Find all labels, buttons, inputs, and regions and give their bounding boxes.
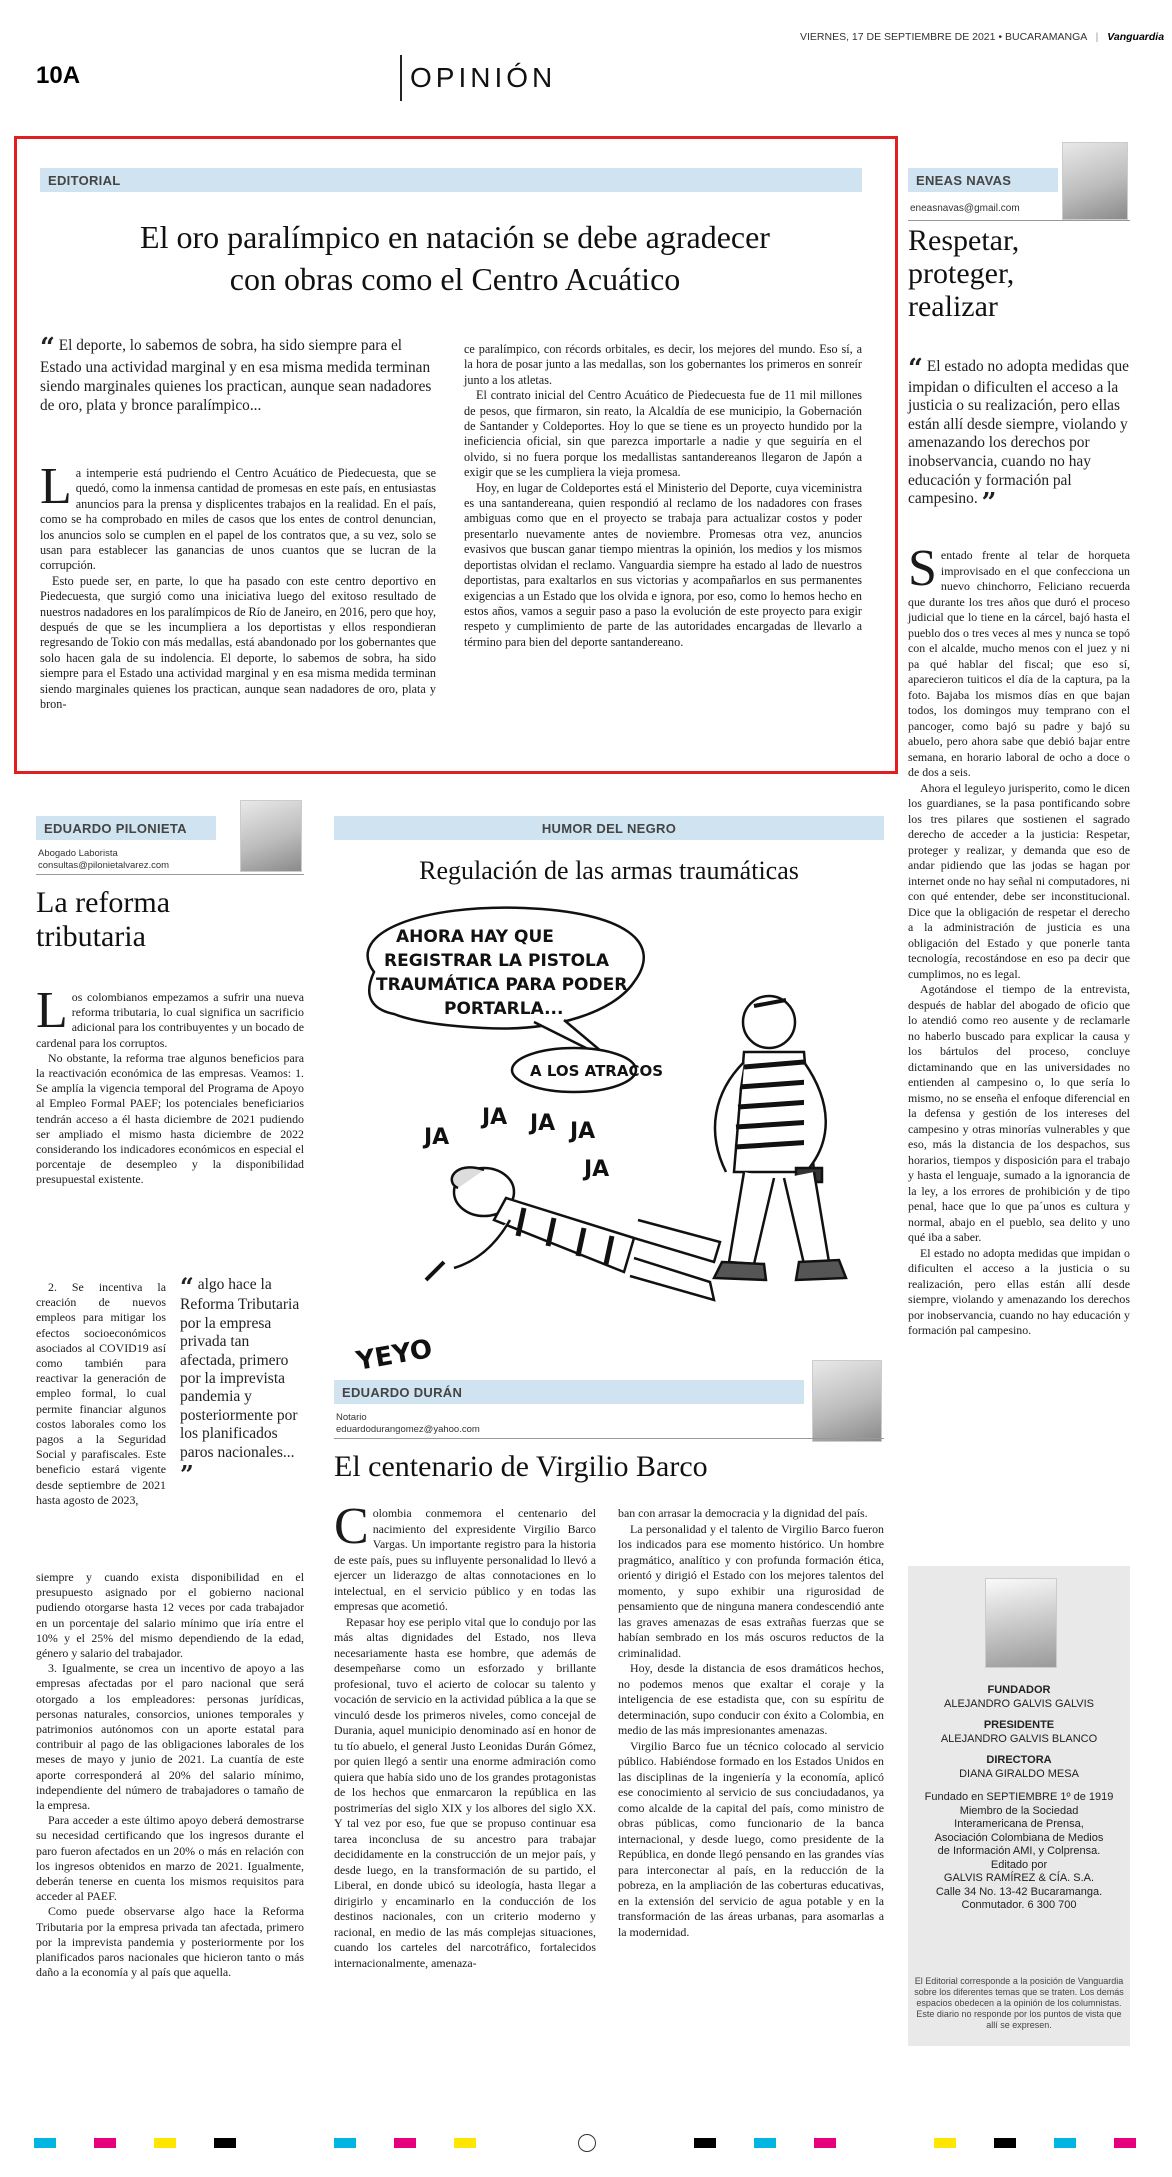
bubble1-text: AHORA HAY QUE REGISTRAR LA PISTOLA TRAUMÁTICA PARA PODER PORTARLA... xyxy=(376,927,628,1019)
president-name: ALEJANDRO GALVIS BLANCO xyxy=(940,1732,1098,1745)
pilonieta-title-line1: La reforma xyxy=(36,886,171,919)
duran-title: El centenario de Virgilio Barco xyxy=(334,1450,708,1483)
editorial-pull-text: El deporte, lo sabemos de sobra, ha sido siempre para el Estado una actividad marginal y en esa misma medida terminan siendo marginales quienes los practican, aunque sean nadadores de oro, plata y bronce paralímpico... xyxy=(40,337,432,414)
editorial-pull-quote xyxy=(40,333,436,415)
duran-col2-p2: La personalidad y el talento de Virgilio Barco fueron los indicados para ese momento histórico. Un hombre pragmático, analítico y con profunda formación ética, orientó y dirigió el Estado con los mejores talentos del momento, y supo exhibir una rigurosidad de pensamiento que de ninguna manera condescendió ante las graves amenazas de esas extrañas fuerzas que se habían sembrado en los más oscuros reductos de la criminalidad. xyxy=(618,1521,884,1660)
masthead-disclaimer: El Editorial corresponde a la posición de Vanguardia sobre los diferentes temas que se traten. Los demás espacios obedecen a la opinión de los columnistas. Este diario no responde por los puntos de vista que allí se expresen. xyxy=(914,1976,1124,2030)
president-label: PRESIDENTE xyxy=(983,1719,1055,1731)
duran-col2 xyxy=(618,1506,884,1940)
registration-mark xyxy=(1054,2138,1076,2148)
navas-email: eneasnavas@gmail.com xyxy=(910,203,1020,214)
navas-dropcap: S xyxy=(908,540,937,597)
masthead-info-0: Fundado en SEPTIEMBRE 1º de 1919 xyxy=(924,1791,1114,1803)
pilonieta-intro xyxy=(36,982,304,1188)
registration-mark xyxy=(394,2138,416,2148)
duran-email: eduardodurangomez@yahoo.com xyxy=(336,1424,480,1435)
masthead-info-1: Miembro de la Sociedad xyxy=(959,1804,1079,1817)
laugh-2: JA xyxy=(482,1105,508,1130)
bubble2-text: A LOS ATRACOS xyxy=(530,1062,664,1080)
pilonieta-email: consultas@pilonietalvarez.com xyxy=(38,860,170,871)
editorial-title-line1: El oro paralímpico en natación se debe agradecer xyxy=(140,219,770,255)
masthead-info-2: Interamericana de Prensa, xyxy=(954,1818,1084,1830)
editorial-label: EDITORIAL xyxy=(40,168,862,192)
registration-mark xyxy=(934,2138,956,2148)
registration-mark xyxy=(334,2138,356,2148)
quote-close-icon: ” xyxy=(981,488,997,519)
masthead-info-8: Conmutador. 6 300 700 xyxy=(961,1899,1077,1911)
pilonieta-dropcap: L xyxy=(36,982,68,1039)
pilonieta-lower-col xyxy=(36,1570,304,1980)
duran-col2-p3: Hoy, desde la distancia de esos dramáticos hechos, no podemos menos que exaltar el coraje y la inteligencia de ese estadista que, con su espíritu de determinación, supo conducir con éxito a Colombia, en medio de las más impresionantes amenazas. xyxy=(618,1661,884,1737)
duran-col1 xyxy=(334,1498,596,1971)
cartoon-title: Regulación de las armas traumáticas xyxy=(419,856,799,885)
pilonieta-pull-quote xyxy=(180,1272,304,1490)
navas-title-line2: proteger, xyxy=(908,257,1015,290)
pilonieta-p3-narrow: 2. Se incentiva la creación de nuevos empleos para mitigar los efectos socioeconómicos asociados al COVID19 así como también para reactivar la generación de empleo formal, lo cual permite financiar algunos costos laborales como los pagos a la Seguridad Social y parafiscales. Este beneficio estará vigente desde septiembre de 2021 hasta agosto de 2023, xyxy=(36,1280,166,1507)
navas-title-line3: realizar xyxy=(908,290,998,323)
navas-pull-text: El estado no adopta medidas que impidan o dificulten el acceso a la justicia o su realización, pero ellas están allí desde siempre, violando y amenazando los derechos por inobservancia, cuando no hay educación y formación pal campesino. xyxy=(908,358,1129,508)
registration-mark xyxy=(754,2138,776,2148)
masthead-info-6: GALVIS RAMÍREZ & CÍA. S.A. xyxy=(943,1872,1095,1884)
masthead-info-4: de Información AMI, y Colprensa. xyxy=(937,1845,1101,1857)
navas-pull-quote xyxy=(908,354,1130,519)
pilonieta-author-bar: EDUARDO PILONIETA xyxy=(36,816,216,840)
editorial-title xyxy=(30,216,880,300)
quote-close-icon: ” xyxy=(180,1460,194,1490)
editorial-col2-p3: Hoy, en lugar de Coldeportes está el Ministerio del Deporte, cuya viceministra es una santandereana, quien respondió al reclamo de los nadadores con frases ambiguas como que en el proyecto se trabaja para actualizar costos y poder presentarlo nuevamente antes de noviembre. Promesas otra vez, anuncios evasivos que buscan ganar tiempo mientras la opinión, los medios y los mismos deportistas olvidan el reclamo. Vanguardia siempre ha estado al lado de nuestros deportistas, para exaltarlos en sus victorias y acompañarlos en sus permanentes exigencias a un Estado que los olvida e ignora, por eso, como lo hemos hecho en estos años, vamos a seguir paso a paso la evolución de este proyecto para exigir respeto y cumplimiento de parte de las autoridades encargadas de llevarlo a término para bien del deporte santandereano. xyxy=(464,480,862,649)
editorial-dropcap: L xyxy=(40,458,72,515)
laugh-4: JA xyxy=(570,1119,596,1144)
registration-mark xyxy=(154,2138,176,2148)
director-name: DIANA GIRALDO MESA xyxy=(959,1767,1079,1780)
laugh-5: JA xyxy=(584,1157,610,1182)
masthead-info-7: Calle 34 No. 13-42 Bucaramanga. xyxy=(935,1885,1103,1898)
header-divider xyxy=(400,55,402,101)
pilonieta-title xyxy=(36,886,296,954)
editorial-col1-p1: a intemperie está pudriendo el Centro Acuático de Piedecuesta, que se quedó, como la inmensa cantidad de promesas en este país, en entusiastas anuncios para la prensa y displicentes trabajos en la realidad. En el país, como se ha comprobado en miles de casos que los entes de control denuncian, los anuncios solo se cumplen en el papel de los contratos que, a su vez, solo se usan para establecer las ganancias de unos cuantos que se lucran de la corrupción. xyxy=(40,466,436,573)
pilonieta-author-photo xyxy=(240,800,302,872)
navas-body-p1: entado frente al telar de horqueta improvisado en el que confecciona un nuevo chinchorro, Feliciano recuerda que durante los tres años que duró el proceso judicial que lo tiene en la cárcel, bajó hasta el pueblo dos o tres veces al mes y nunca se topó con el alcalde, mucho menos con el juez y ni pa qué hablar del fiscal; que eso sí, aparecieron tuiticos el día de la captura, pa la foto. Bajaba los mismos días en que bajan todos, los domingos muy temprano con el pancoger, como bajó su padre y bajó su abuelo, pero ahora sabe que debió bajar entre semana, en horario laboral de ocho a doce o de dos a seis. xyxy=(908,548,1130,779)
navas-author-bar: ENEAS NAVAS xyxy=(908,168,1058,192)
pilonieta-title-line2: tributaria xyxy=(36,920,146,953)
navas-body-p2: Ahora el leguleyo jurisperito, como le dicen los guardianes, se la pasa pontificando sobre los tres pilares que sostienen el sagrado derecho de acceder a la justicia: Respetar, proteger y realizar, y demanda que eso de andar pidiendo que las jodas se hagan por internet onde no hay señal ni computadores, ni con qué entender, debe ser inconstitucional. Dice que la obligación de respetar el derecho a la administración de justicia es una obligación del Estado y que ponerle tanta tecnología, recostándose en eso pa decir que cumplimos, no es legal. xyxy=(908,780,1130,981)
navas-author-photo xyxy=(1062,142,1128,220)
founder-name: ALEJANDRO GALVIS GALVIS xyxy=(944,1697,1094,1710)
duran-col2-p1: ban con arrasar la democracia y la dignidad del país. xyxy=(618,1506,868,1520)
registration-mark xyxy=(694,2138,716,2148)
navas-title-line1: Respetar, xyxy=(908,224,1020,257)
pilonieta-p3-wide: siempre y cuando exista disponibilidad en el presupuesto asignado por el gobierno nacional pudiendo otorgarse hasta 12 veces por cada trabajador en un porcentaje del salario mínimo que iría entre el 10% y el 25% del mismo dependiendo de la edad, género y salario del trabajador. xyxy=(36,1570,304,1661)
duran-role: Notario xyxy=(336,1412,367,1423)
section-title: OPINIÓN xyxy=(410,62,557,93)
cartoon-label: HUMOR DEL NEGRO xyxy=(334,816,884,840)
registration-strip xyxy=(34,2138,1138,2150)
pilonieta-p1: os colombianos empezamos a sufrir una nueva reforma tributaria, lo cual significa un sacrificio adicional para los contribuyentes y un bocado de cardenal para los corruptos. xyxy=(36,990,304,1050)
standing-figure xyxy=(714,996,846,1280)
pilonieta-p2: No obstante, la reforma trae algunos beneficios para la reactivación económica de las empresas. Veamos: 1. Se amplía la vigencia temporal del Programa de Apoyo al Empleo Formal PAEF; los potenciales beneficiarios tendrán acceso a él hasta diciembre de 2021 pudiendo ser ampliado el mismo hasta diciembre de 2022 considerando los indicadores económicos en especial el porcentaje de desempleo y la disponibilidad presupuestal existente. xyxy=(36,1050,304,1187)
founder-label: FUNDADOR xyxy=(987,1684,1051,1696)
registration-mark xyxy=(994,2138,1016,2148)
duran-author-photo xyxy=(812,1360,882,1442)
navas-body-p3: Agotándose el tiempo de la entrevista, después de hablar del abogado de oficio que lo atendió como reo ausente y de reclamarle no haberlo buscado para explicar la causa y los bártulos del proceso, concluye dictaminando que en las universidades no entienden al campesino o, lo que sería lo mismo, no se enseña el enfoque diferencial en la defensa y gestión de los intereses del campesino y otras minorías vulnerables y que eso, más la distancia de los despachos, sus horarios, tiempos y disposición para el trabajo y hasta el lenguaje, sumado a la ignorancia de la ley, a los errores de prohibición y de tipo penal, hace que lo que pa´unos es cultura y normal, abajo en el pueblo, sea delito y uno qué iba a saber. xyxy=(908,982,1130,1244)
registration-mark xyxy=(454,2138,476,2148)
dateline: VIERNES, 17 DE SEPTIEMBRE DE 2021 • BUCARAMANGA | Vanguardia xyxy=(800,31,1165,43)
duran-divider xyxy=(334,1438,884,1439)
pilonieta-pull-text: algo hace la Reforma Tributaria por la empresa privada tan afectada, primero por la imprevista pandemia y posteriormente por los planificados paros nacionales... xyxy=(180,1276,300,1461)
editorial-title-line2: con obras como el Centro Acuático xyxy=(229,261,681,297)
navas-body-p4: El estado no adopta medidas que impidan o dificulten el acceso a la justicia o su realización, pero ellas están allí desde siempre, violando y amenazando los derechos por inobservancia, cuando no hay educación y formación pal campesino. xyxy=(908,1245,1130,1337)
quote-open-icon: “ xyxy=(908,354,923,384)
masthead-credits xyxy=(908,1684,1130,1913)
registration-mark xyxy=(214,2138,236,2148)
duran-col1-p2: Repasar hoy ese periplo vital que lo condujo por las más altas dignidades del Estado, nos lleva necesariamente hasta ese hombre, que además de desempeñarse como un esforzado y brillante profesional, tuvo el acierto de colocar su talento y vocación de servicio en la actividad pública a la que se vinculó desde los primeros niveles, como concejal de Durania, aquel municipio denominado así en honor de tu tío abuelo, el general Justo Leonidas Durán Gómez, por quien llegó a sentir una enorme admiración como quiera que había sido uno de los grandes protagonistas de los hechos que enmarcaron la república en las postrimerías del siglo XIX y los albores del siglo XX. Y tal vez por eso, fue que se propuso continuar esa tarea inconclusa de su ancestro para trabajar decididamente en la construcción de un mejor país, y desde luego, en la transformación de su partido, el Liberal, en donde ubicó su ideología, hasta llegar a dirigirlo y encaminarlo en la conducción de los destinos nacionales, con un criterio moderno y racional, en medio de las más complejas situaciones, cuando los carteles del narcotráfico, fortalecidos internacionalmente, amenaza- xyxy=(334,1614,596,1970)
pilonieta-narrow-col xyxy=(36,1280,166,1508)
editorial-col2-p1: ce paralímpico, con récords orbitales, es decir, los mejores del mundo. Eso sí, a la hora de posar junto a las medallas, son los gobernantes los primeros en sonreír junto a los atletas. xyxy=(464,342,862,387)
cartoon-illustration xyxy=(334,902,884,1382)
pilonieta-p5: Para acceder a este último apoyo deberá demostrarse su necesidad certificando que los ingresos durante el paro fueron afectados en un 20% o más en relación con los ingresos obtenidos en marzo de 2021. Igualmente, deberán tenerse en cuenta los mismos requisitos para acceder al PAEF. xyxy=(36,1813,304,1904)
navas-divider xyxy=(908,220,1130,221)
registration-mark xyxy=(1114,2138,1136,2148)
editorial-col1-p2: Esto puede ser, en parte, lo que ha pasado con este centro deportivo en Piedecuesta, que surgió como una iniciativa luego del exitoso resultado de nuestros nadadores en los paralímpicos de Río de Janeiro, en 2016, pero que hoy, después de que se les incumpliera a los deportistas y ellos respondieran regresando de Tokio con más medallas, está abandonado por los gobernantes que solo hacen gala de su indolencia. El deporte, lo sabemos de sobra, ha sido siempre para el Estado una actividad marginal y en esa misma medida terminan siendo marginales quienes los practican, aunque sean nadadores de oro, plata y bron- xyxy=(40,573,436,712)
editorial-col1 xyxy=(40,458,436,713)
laugh-1: JA xyxy=(424,1125,450,1150)
duran-dropcap: C xyxy=(334,1498,369,1555)
laugh-3: JA xyxy=(530,1111,556,1136)
registration-mark xyxy=(814,2138,836,2148)
navas-body xyxy=(908,540,1130,1339)
lying-figure xyxy=(426,1167,720,1300)
page-number: 10A xyxy=(36,62,81,89)
duran-author-bar: EDUARDO DURÁN xyxy=(334,1380,804,1404)
registration-mark xyxy=(94,2138,116,2148)
masthead-info-3: Asociación Colombiana de Medios xyxy=(934,1831,1104,1844)
duran-col1-p1: olombia conmemora el centenario del nacimiento del expresidente Virgilio Barco Vargas. Un importante registro para la historia de este país, pues su influyente personalidad lo llevó a ejercer un liderazgo de altas connotaciones en lo intelectual, en el servicio público y en todas las empresas que acometió. xyxy=(334,1506,596,1613)
pilonieta-p4: 3. Igualmente, se crea un incentivo de apoyo a las empresas afectadas por el paro nacional que será otorgado a los empleadores: personas jurídicas, personas naturales, consorcios, uniones temporales y patrimonios autónomos con un aporte estatal para contribuir al pago de las obligaciones laborales de los meses de mayo y junio de 2021. La cuantía de este aporte corresponderá al 20% del salario mínimo, independiente del número de trabajadores o tamaño de la empresa. xyxy=(36,1661,304,1813)
registration-mark xyxy=(34,2138,56,2148)
pilonieta-role: Abogado Laborista xyxy=(38,848,118,859)
editorial-col2-p2: El contrato inicial del Centro Acuático de Piedecuesta fue de 11 mil millones de pesos, que firmaron, sin reato, la Alcaldía de ese municipio, la Gobernación de Santander y Coldeportes. Hoy lo que se tiene es un proyecto hundido por la ineficiencia oficial, sin que parezca importarle a nadie y que seguiría en el olvido, si no fuera porque los medallistas santandereanos llegaron de Japón a exigir que se les cumpliera la vieja promesa. xyxy=(464,388,862,480)
crosshair-icon xyxy=(578,2134,596,2152)
masthead-info-5: Editado por xyxy=(990,1858,1048,1871)
pilonieta-p6: Como puede observarse algo hace la Reforma Tributaria por la empresa privada tan afectada, primero por la imprevista pandemia y posteriormente por los planificados paros nacionales que hicieron tanto o más daño a la economía y al país que aquella. xyxy=(36,1904,304,1980)
editorial-col2 xyxy=(464,342,862,650)
brand-name: Vanguardia xyxy=(1107,31,1165,43)
founder-portrait xyxy=(985,1578,1057,1668)
director-label: DIRECTORA xyxy=(986,1754,1052,1766)
dateline-text: VIERNES, 17 DE SEPTIEMBRE DE 2021 • BUCARAMANGA xyxy=(800,31,1087,43)
navas-title xyxy=(908,224,1128,323)
quote-open-icon: “ xyxy=(40,333,55,363)
cartoon-signature: YEYO xyxy=(354,1334,435,1377)
duran-col2-p4: Virgilio Barco fue un técnico colocado al servicio público. Habiéndose formado en los Estados Unidos en las disciplinas de la ingeniería y la economía, aplicó ese conocimiento al servicio de sus conciudadanos, ya como alcalde de la capital del país, como ministro de obras públicas, como funcionario de la banca internacional, y desde luego, como presidente de la República, en donde llegó pensando en las grandes vías para interconectar al país, en la reducción de la pobreza, en la ampliación de las coberturas educativas, en la extensión del servicio de agua potable y en la transformación de las áreas urbanas, para asomarlas a la modernidad. xyxy=(618,1738,884,1939)
pilonieta-divider xyxy=(36,874,304,875)
quote-open-icon: “ xyxy=(180,1272,194,1301)
